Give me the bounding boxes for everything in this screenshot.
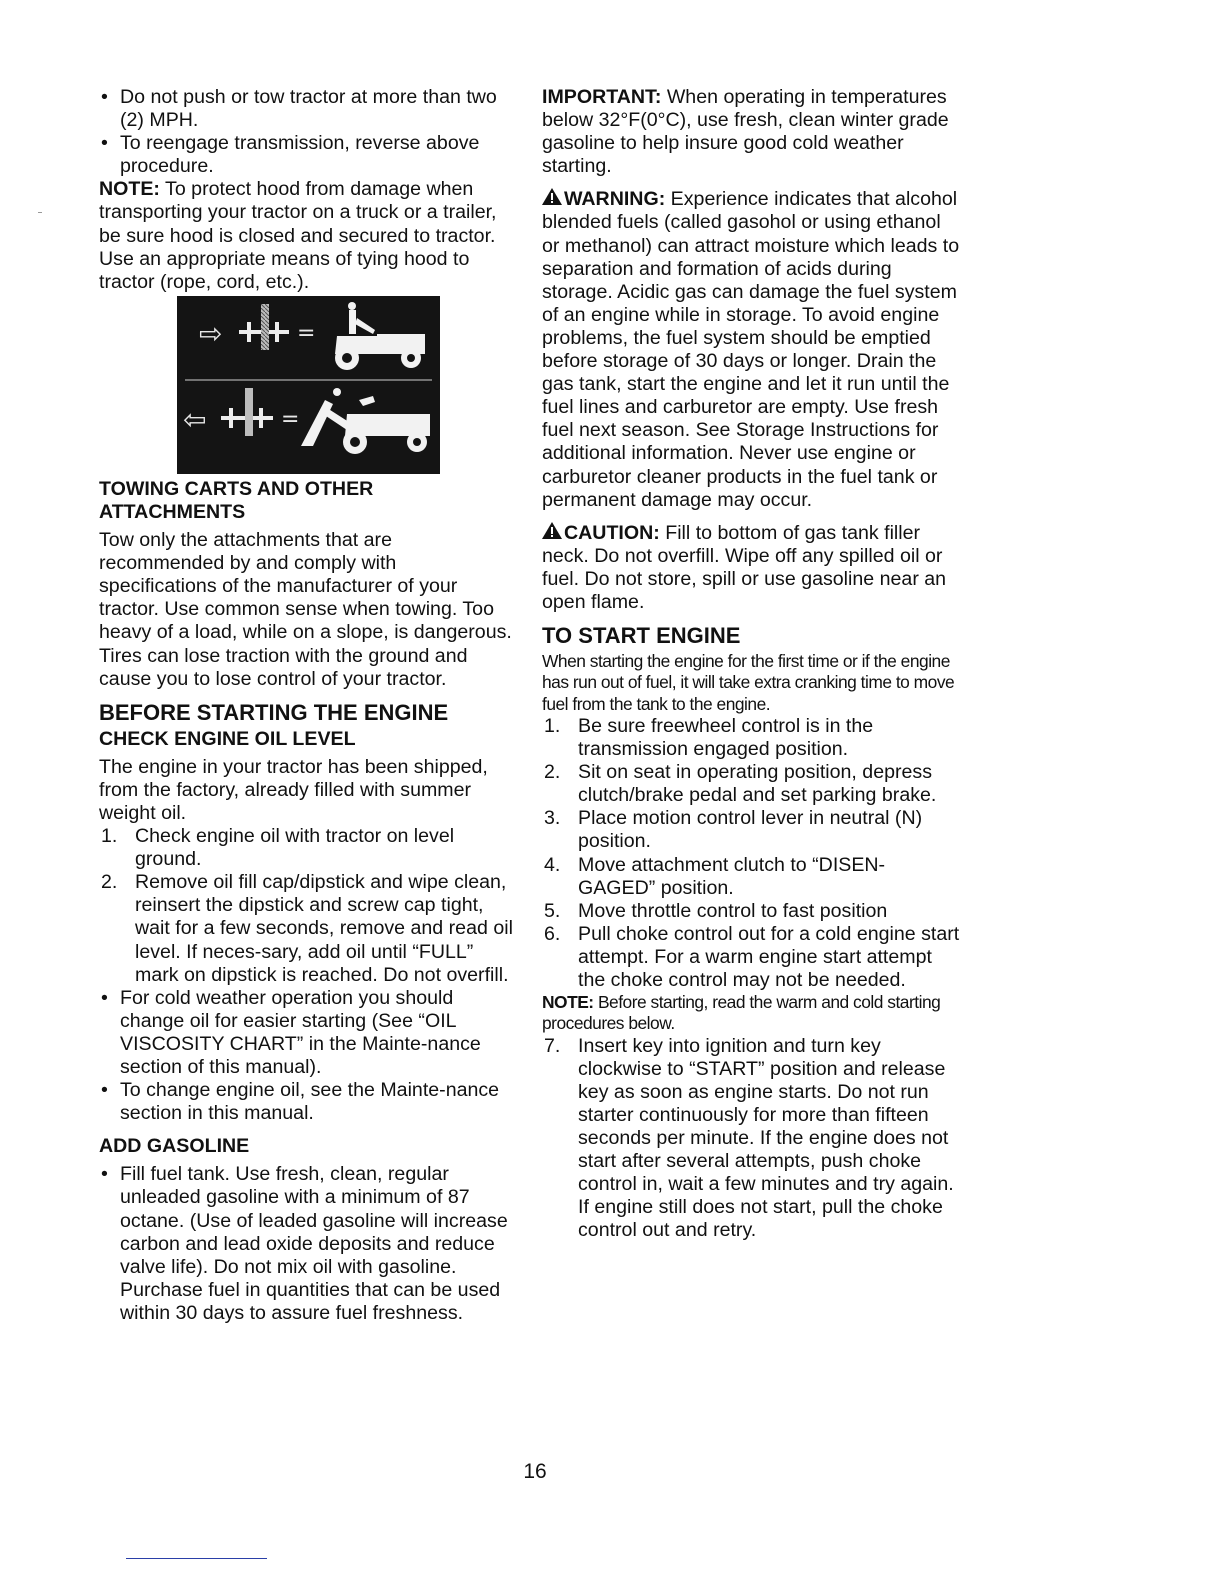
arrow-left-icon: ⇦ — [183, 402, 207, 436]
list-item: • To change engine oil, see the Mainte-nance section in this manual. — [99, 1079, 519, 1125]
start-step — [542, 854, 962, 900]
warning-icon — [542, 188, 562, 205]
before-starting-heading: BEFORE STARTING THE ENGINE — [99, 699, 449, 725]
towing-paragraph: Tow only the attachments that are recommended by and comply with specifications of the manufacturer of your tractor. Use common sense when towing. Too heavy of a load, while on a slope, is dangerous. Tires can lose traction with the ground and cause you to lose control of your tractor. — [99, 529, 512, 690]
step-text: Insert key into ignition and turn key clockwise to “START” position and release key as soon as engine starts. Do not run starter continuously for more than fifteen seconds per minute. If the engine does not start after several attempts, push choke control in, wait a few minutes and try again. If engine still does not start, pull the choke control out and retry. — [578, 1034, 954, 1242]
check-step — [99, 825, 519, 871]
equals-sign: = — [297, 320, 316, 346]
caution-label: CAUTION: — [564, 521, 660, 544]
step-number: 3. — [544, 807, 561, 830]
list-item: • Fill fuel tank. Use fresh, clean, regular unleaded gasoline with a minimum of 87 octane. (Use of leaded gasoline will increase carbon and lead oxide deposits and reduce valve life). Do not mix oil with gasoline. Purchase fuel in quantities that can be used within 30 days to assure fuel freshness. — [99, 1163, 519, 1325]
warning-paragraph — [542, 188, 962, 511]
step-number: 2. — [101, 871, 118, 894]
scan-mark — [38, 212, 42, 213]
step-number: 2. — [544, 761, 561, 784]
step-number: 5. — [544, 899, 561, 922]
note-text: To protect hood from damage when transporting your tractor on a truck or a trailer, be sure hood is closed and secured to tractor. Use an appropriate means of tying hood to tractor (rope, cord, etc.). — [99, 178, 497, 293]
add-gasoline-heading: ADD GASOLINE — [99, 1135, 250, 1158]
caution-icon — [542, 522, 562, 539]
start-engine-intro: When starting the engine for the first time or if the engine has run out of fuel, it will take extra cranking time to move fuel from the tank to the engine. — [542, 651, 955, 714]
step-text: Be sure freewheel control is in the transmission engaged position. — [578, 714, 874, 761]
note-before-starting — [542, 992, 962, 1035]
list-item: • For cold weather operation you should change oil for easier starting (See “OIL VISCOSITY CHART” in the Mainte-nance section of this manual). — [99, 987, 519, 1079]
lever-handle-icon — [261, 304, 269, 350]
right-column — [542, 86, 962, 1243]
towing-heading: TOWING CARTS AND OTHER ATTACHMENTS — [99, 477, 374, 523]
hood-tow-illustration — [177, 296, 440, 474]
step-text: Move throttle control to fast position — [578, 899, 888, 922]
caution-paragraph — [542, 522, 962, 614]
note-paragraph — [99, 178, 519, 293]
note-text: Before starting, read the warm and cold starting procedures below. — [542, 992, 941, 1034]
arrow-right-icon: ⇨ — [199, 316, 223, 350]
step-text: Remove oil fill cap/dipstick and wipe clean, reinsert the dipstick and screw cap tight, wait for a few seconds, remove and read oil level. If neces-sary, add oil until “FULL” mark on dipstick is reached. Do not overfill. — [135, 871, 513, 986]
step-text: Move attachment clutch to “DISEN-GAGED” position. — [578, 853, 886, 899]
warning-label: WARNING: — [564, 188, 666, 211]
step-number: 1. — [544, 714, 561, 737]
start-step — [542, 807, 962, 853]
check-oil-intro: The engine in your tractor has been shipped, from the factory, already filled with summer weight oil. — [99, 755, 488, 824]
caution-text: Fill to bottom of gas tank filler neck. Do not overfill. Wipe off any spilled oil or fuel. Do not store, spill or use gasoline near an open flame. — [542, 521, 947, 613]
lever-handle-icon — [245, 388, 253, 436]
step-text: Sit on seat in operating position, depress clutch/brake pedal and set parking brake. — [578, 761, 937, 807]
tow-illustration-graphic — [177, 296, 440, 474]
start-step — [542, 715, 962, 761]
note-label: NOTE: — [542, 992, 594, 1013]
check-oil-heading: CHECK ENGINE OIL LEVEL — [99, 727, 356, 750]
note-label: NOTE: — [99, 178, 160, 201]
step-text: Check engine oil with tractor on level ground. — [135, 825, 455, 871]
footer-rule — [126, 1558, 267, 1559]
start-step — [542, 1035, 962, 1243]
important-paragraph — [542, 86, 962, 178]
important-text: When operating in temperatures below 32°F(0°C), use fresh, clean winter grade gasoline to help insure good cold weather starting. — [542, 86, 949, 178]
page-number: 16 — [523, 1460, 547, 1483]
start-step — [542, 900, 962, 923]
start-engine-heading: TO START ENGINE — [542, 623, 741, 649]
step-number: 4. — [544, 853, 561, 876]
list-item: • Do not push or tow tractor at more than two (2) MPH. — [99, 86, 519, 132]
important-label: IMPORTANT: — [542, 86, 662, 108]
check-step — [99, 871, 519, 986]
start-step — [542, 761, 962, 807]
step-number: 6. — [544, 922, 561, 945]
step-number: 1. — [101, 825, 118, 848]
left-column — [99, 86, 519, 1325]
step-number: 7. — [544, 1034, 561, 1057]
warning-text: Experience indicates that alcohol blended fuels (called gasohol or using ethanol or methanol) can attract moisture which leads to separation and formation of acids during storage. Acidic gas can damage the fuel system of an engine while in storage. To avoid engine problems, the fuel system should be emptied before storage of 30 days or longer. Drain the gas tank, start the engine and let it run until the fuel lines and carburetor are empty. Use fresh fuel next season. See Storage Instructions for additional information. Never use engine or carburetor cleaner products in the fuel tank or permanent damage may occur. — [542, 188, 960, 511]
step-text: Place motion control lever in neutral (N) position. — [578, 807, 923, 853]
equals-sign: = — [281, 406, 300, 432]
list-item: • To reengage transmission, reverse above procedure. — [99, 132, 519, 178]
start-step — [542, 923, 962, 992]
step-text: Pull choke control out for a cold engine start attempt. For a warm engine start attempt the choke control may not be needed. — [578, 922, 960, 991]
